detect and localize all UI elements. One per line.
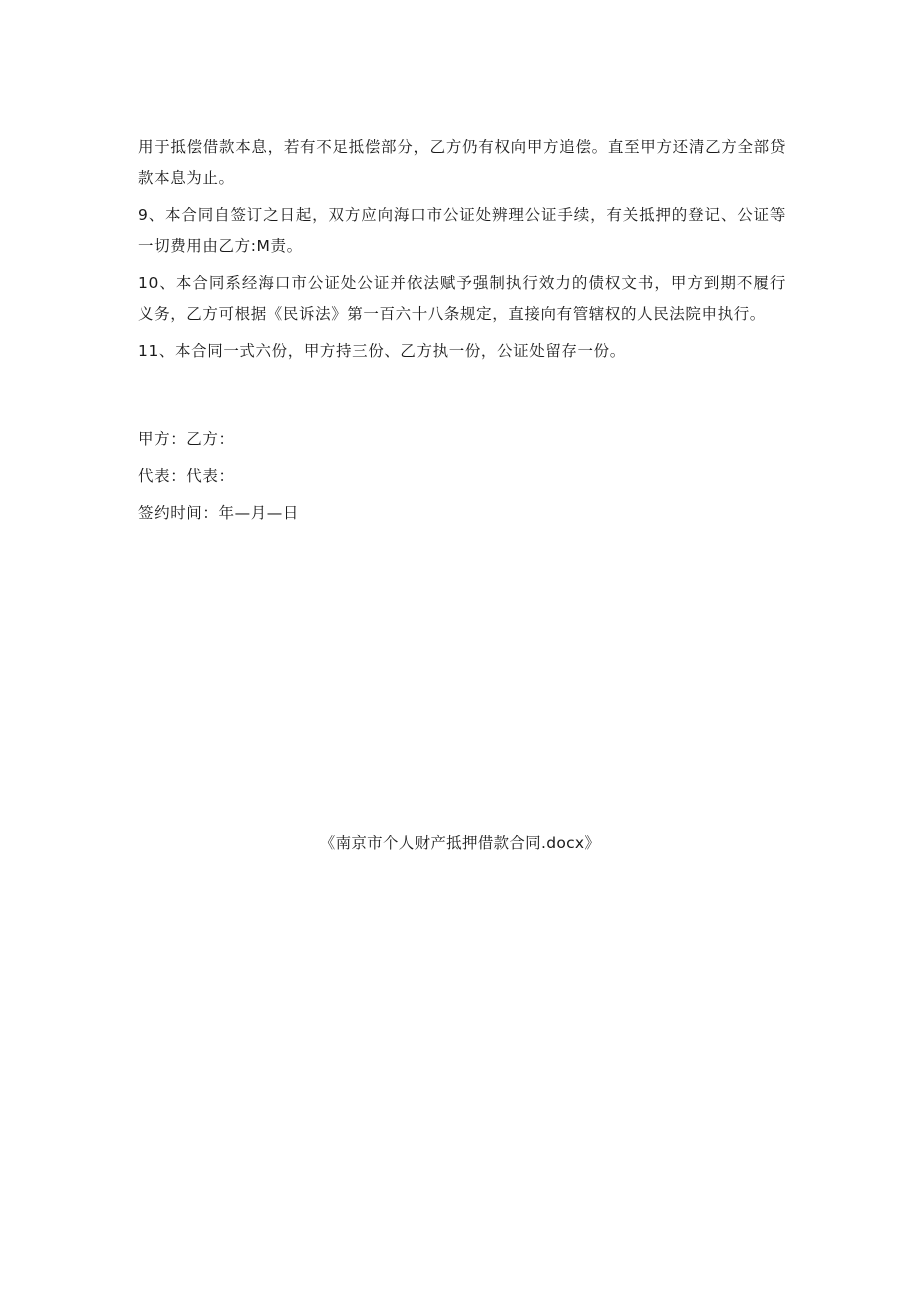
signature-date: 签约时间：年—月—日 [138, 504, 300, 522]
signature-representatives: 代表：代表： [138, 467, 235, 485]
signature-parties: 甲方：乙方： [138, 430, 235, 448]
document-footer-title: 《南京市个人财产抵押借款合同.docx》 [319, 834, 601, 852]
paragraph-clause-10: 10、本合同系经海口市公证处公证并依法赋予强制执行效力的债权文书，甲方到期不履行义务，乙方可根据《民诉法》第一百六十八条规定，直接向有管辖权的人民法院申执行。 [138, 274, 786, 323]
paragraph-repayment-continuation: 用于抵偿借款本息，若有不足抵偿部分，乙方仍有权向甲方追偿。直至甲方还清乙方全部贷款本息为止。 [138, 138, 786, 187]
paragraph-clause-9: 9、本合同自签订之日起，双方应向海口市公证处辨理公证手续，有关抵押的登记、公证等一切费用由乙方:M责。 [138, 206, 786, 255]
paragraph-clause-11: 11、本合同一式六份，甲方持三份、乙方执一份，公证处留存一份。 [138, 342, 626, 360]
contract-body [138, 132, 786, 373]
signature-block [138, 424, 299, 535]
